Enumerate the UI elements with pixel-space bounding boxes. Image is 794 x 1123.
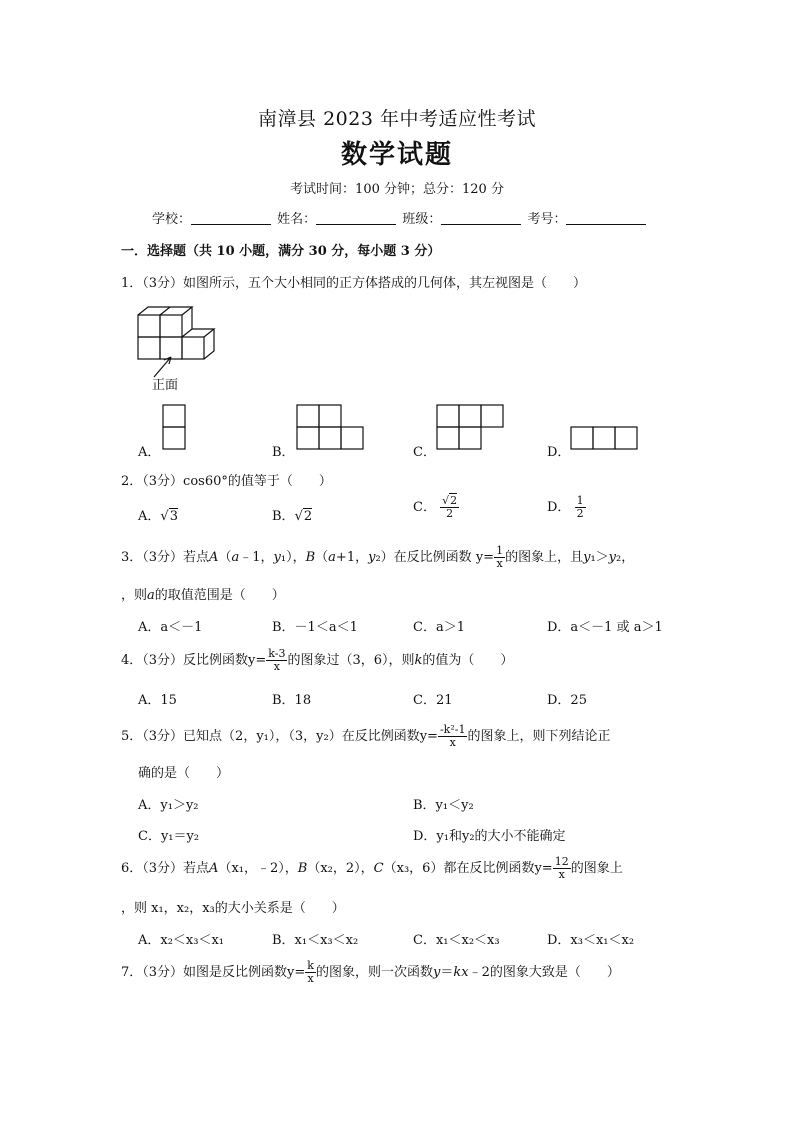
q1-option-d[interactable]: D． bbox=[547, 445, 571, 460]
q5-option-d[interactable]: D．y₁和y₂的大小不能确定 bbox=[413, 829, 566, 844]
field-id-label: 考号： bbox=[527, 212, 567, 227]
q1-geometry-figure bbox=[136, 305, 226, 390]
q5-option-b[interactable]: B．y₁＜y₂ bbox=[413, 798, 474, 813]
question-2-text: 2．（3分）cos60°的值等于（ ） bbox=[121, 474, 332, 489]
q1-front-label: 正面 bbox=[152, 378, 179, 393]
q1-option-c-figure bbox=[436, 404, 506, 452]
question-6-line2: ，则 x₁，x₂，x₃的大小关系是（ ） bbox=[121, 901, 345, 916]
q2-option-c-denominator: 2 bbox=[446, 507, 454, 520]
q2-option-d-numerator: 1 bbox=[576, 494, 584, 507]
question-3-text: 3．（3分）若点A（a﹣1，y₁），B（a+1，y₂）在反比例函数 y= $\frac{1}{x}$ 的图象上，且y₁＞y₂， bbox=[121, 544, 635, 570]
q4-option-c[interactable]: C．21 bbox=[413, 693, 453, 708]
field-school-blank[interactable] bbox=[191, 212, 271, 225]
q6-option-b[interactable]: B．x₁＜x₃＜x₂ bbox=[272, 933, 359, 948]
q2-option-a-label: A． bbox=[138, 509, 161, 524]
field-id-blank[interactable] bbox=[566, 212, 646, 225]
question-4-text: 4．（3分）反比例函数y= $\frac{k-3}{x}$ 的图象过（3，6），则k的值为（ ） bbox=[121, 647, 514, 673]
q2-option-d[interactable] bbox=[547, 495, 586, 520]
exam-title: 南漳县 2023 年中考适应性考试 bbox=[258, 108, 536, 130]
field-name-blank[interactable] bbox=[316, 212, 396, 225]
q5-option-c[interactable]: C．y₁＝y₂ bbox=[138, 829, 200, 844]
field-class-blank[interactable] bbox=[441, 212, 521, 225]
q2-option-b-value: 2 bbox=[303, 509, 313, 524]
q1-option-d-figure bbox=[570, 426, 640, 452]
q6-option-d[interactable]: D．x₃＜x₁＜x₂ bbox=[547, 933, 635, 948]
exam-info: 考试时间：100 分钟；总分：120 分 bbox=[290, 182, 504, 197]
q2-option-a[interactable]: A．√3 bbox=[138, 509, 178, 524]
exam-subtitle: 数学试题 bbox=[340, 140, 453, 170]
q4-option-d[interactable]: D．25 bbox=[547, 693, 587, 708]
q2-option-b-label: B． bbox=[272, 509, 295, 524]
q1-option-a[interactable]: A． bbox=[138, 445, 161, 460]
field-name-label: 姓名： bbox=[277, 212, 317, 227]
field-class-label: 班级： bbox=[402, 212, 442, 227]
q3-option-c[interactable]: C．a＞1 bbox=[413, 620, 465, 635]
q5-option-a[interactable]: A．y₁＞y₂ bbox=[138, 798, 199, 813]
question-1-text: 1．（3分）如图所示，五个大小相同的正方体搭成的几何体，其左视图是（ ） bbox=[121, 276, 587, 291]
q3-option-d[interactable]: D．a＜－1 或 a＞1 bbox=[547, 620, 663, 635]
question-3-line2: ，则a的取值范围是（ ） bbox=[121, 588, 285, 603]
question-5-text: 5．（3分）已知点（2，y₁），（3，y₂）在反比例函数y= $\frac{\text{-k²-1}}{x}$ 的图象上，则下列结论正 bbox=[121, 723, 611, 749]
question-7-text: 7．（3分）如图是反比例函数y= $\frac{k}{x}$ 的图象，则一次函数y＝kx﹣2的图象大致是（ ） bbox=[121, 959, 620, 985]
q3-option-a[interactable]: A．a＜－1 bbox=[138, 620, 203, 635]
q2-option-c-numerator: 2 bbox=[450, 494, 458, 507]
q1-option-c[interactable]: C． bbox=[413, 445, 436, 460]
q2-option-a-value: 3 bbox=[169, 509, 178, 524]
student-info-fields bbox=[152, 208, 648, 227]
q2-option-c[interactable]: C． $\frac{√2}{2}$ bbox=[413, 494, 458, 520]
question-5-line2: 确的是（ ） bbox=[138, 766, 230, 781]
field-school-label: 学校： bbox=[152, 212, 192, 227]
q1-option-a-figure bbox=[162, 404, 186, 452]
q2-option-d-label: D． bbox=[547, 500, 571, 515]
q6-option-c[interactable]: C．x₁＜x₂＜x₃ bbox=[413, 933, 500, 948]
q4-option-a[interactable]: A．15 bbox=[138, 693, 177, 708]
q1-option-b[interactable]: B． bbox=[272, 445, 295, 460]
q6-option-a[interactable]: A．x₂＜x₃＜x₁ bbox=[138, 933, 225, 948]
q4-option-b[interactable]: B．18 bbox=[272, 693, 312, 708]
q2-option-b[interactable]: B．√2 bbox=[272, 509, 313, 524]
q3-option-b[interactable]: B．－1＜a＜1 bbox=[272, 620, 358, 635]
question-6-text: 6．（3分）若点A（x₁，﹣2），B（x₂，2），C（x₃，6）都在反比例函数y= $\frac{12}{x}$ 的图象上 bbox=[121, 855, 623, 881]
q2-option-d-denominator: 2 bbox=[576, 507, 584, 520]
section-heading: 一．选择题（共 10 小题，满分 30 分，每小题 3 分） bbox=[121, 244, 441, 259]
q2-option-c-label: C． bbox=[413, 500, 436, 515]
q1-option-b-figure bbox=[296, 404, 366, 452]
